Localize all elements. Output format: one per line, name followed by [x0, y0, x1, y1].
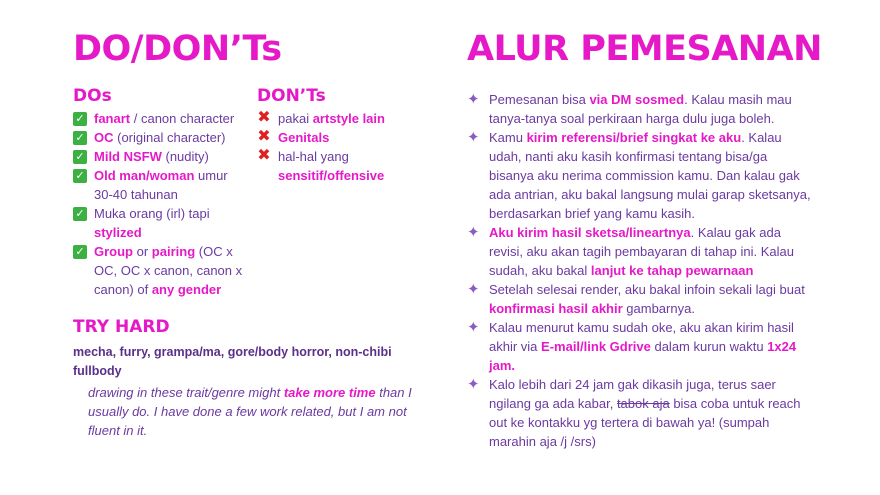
- donts-item: [257, 147, 407, 185]
- body-text: dalam kurun waktu: [650, 339, 768, 354]
- body-text: or: [133, 244, 152, 259]
- dos-item: [73, 242, 245, 299]
- sparkle-icon: ✦: [467, 223, 480, 241]
- emphasis-text: sensitif/offensive: [278, 168, 385, 183]
- emphasis-text: Group: [94, 244, 133, 259]
- emphasis-text: Old man/woman: [94, 168, 195, 183]
- emphasis-text: take more time: [283, 385, 376, 400]
- body-text: Pemesanan bisa: [489, 92, 590, 107]
- body-text: Kalo lebih dari 24 jam gak dikasih juga, terus saer ngilang ga ada kabar,: [489, 377, 776, 411]
- emphasis-text: E-mail/link Gdrive: [541, 339, 651, 354]
- body-text: / canon character: [130, 111, 235, 126]
- body-text: Kamu: [489, 130, 527, 145]
- body-text: pakai: [278, 111, 313, 126]
- sparkle-icon: ✦: [467, 375, 480, 393]
- donts-item: [257, 109, 407, 128]
- emphasis-text: pairing: [151, 244, 196, 259]
- check-icon: ✓: [73, 150, 87, 164]
- dodonts-title: DO/DON’Ts: [73, 29, 282, 69]
- sparkle-icon: ✦: [467, 318, 480, 336]
- dos-heading: DOs: [73, 86, 112, 106]
- body-text: (nudity): [161, 149, 209, 164]
- step-item: [467, 128, 812, 223]
- body-text: Kalau menurut kamu sudah oke, aku akan kirim hasil akhir via: [489, 320, 794, 354]
- dos-item: [73, 166, 245, 204]
- emphasis-text: Mild NSFW: [94, 149, 162, 164]
- sparkle-icon: ✦: [467, 280, 480, 298]
- body-text: bisa coba untuk reach out ke kontakku yg tertera di bawah ya! (sumpah marahin aja /j /srs): [489, 396, 801, 449]
- body-text: umur 30-40 tahunan: [94, 168, 228, 202]
- body-text: . Kalau gak ada revisi, aku akan tagih pembayaran di tahap ini. Kalau sudah, aku bakal: [489, 225, 794, 278]
- emphasis-text: Genitals: [278, 130, 330, 145]
- check-icon: ✓: [73, 112, 87, 126]
- body-text: than I usually do. I have done a few work related, but I am not fluent in it.: [88, 385, 412, 438]
- tryhard-subtitle: mecha, furry, grampa/ma, gore/body horror, non-chibi fullbody: [73, 345, 392, 378]
- dos-list: [73, 109, 245, 299]
- steps-list: [467, 90, 812, 451]
- dos-item: [73, 147, 245, 166]
- donts-list: [257, 109, 407, 185]
- donts-heading: DON’Ts: [257, 86, 326, 106]
- alur-title: ALUR PEMESANAN: [467, 29, 822, 69]
- cross-icon: ✖: [257, 126, 271, 145]
- step-item: [467, 90, 812, 128]
- cross-icon: ✖: [257, 145, 271, 164]
- emphasis-text: kirim referensi/brief singkat ke aku: [526, 130, 742, 145]
- dos-item: [73, 128, 245, 147]
- emphasis-text: stylized: [94, 225, 142, 240]
- body-text: Muka orang (irl) tapi: [94, 206, 210, 221]
- body-text: (original character): [113, 130, 226, 145]
- dos-item: [73, 204, 245, 242]
- check-icon: ✓: [73, 207, 87, 221]
- step-item: [467, 280, 812, 318]
- step-item: [467, 318, 812, 375]
- emphasis-text: via DM sosmed: [589, 92, 685, 107]
- emphasis-text: Aku kirim hasil sketsa/lineartnya: [489, 225, 691, 240]
- check-icon: ✓: [73, 169, 87, 183]
- strikethrough-text: tabok aja: [616, 396, 670, 411]
- step-item: [467, 375, 812, 451]
- dos-item: [73, 109, 245, 128]
- body-text: hal-hal yang: [278, 149, 349, 164]
- body-text: drawing in these trait/genre might: [88, 385, 284, 400]
- sparkle-icon: ✦: [467, 90, 480, 108]
- check-icon: ✓: [73, 131, 87, 145]
- body-text: (OC x OC, OC x canon, canon x canon) of: [94, 244, 243, 297]
- emphasis-text: artstyle lain: [312, 111, 385, 126]
- sparkle-icon: ✦: [467, 128, 480, 146]
- body-text: . Kalau masih mau tanya-tanya soal perkiraan harga dulu juga boleh.: [489, 92, 792, 126]
- step-item: [467, 223, 812, 280]
- emphasis-text: any gender: [151, 282, 222, 297]
- donts-item: [257, 128, 407, 147]
- tryhard-heading: TRY HARD: [73, 317, 170, 337]
- check-icon: ✓: [73, 245, 87, 259]
- emphasis-text: lanjut ke tahap pewarnaan: [590, 263, 754, 278]
- body-text: Setelah selesai render, aku bakal infoin sekali lagi buat: [489, 282, 805, 297]
- body-text: gambarnya.: [622, 301, 695, 316]
- cross-icon: ✖: [257, 107, 271, 126]
- emphasis-text: konfirmasi hasil akhir: [489, 301, 623, 316]
- emphasis-text: 1x24 jam.: [489, 339, 797, 373]
- emphasis-text: OC: [94, 130, 114, 145]
- tryhard-note: [88, 383, 428, 440]
- body-text: . Kalau udah, nanti aku kasih konfirmasi tentang bisa/ga bisanya aku nerima commission kamu. Dan kalau gak ada antrian, aku bakal langsung mulai garap sketsanya, berdasarkan brief yang kamu kasih.: [489, 130, 811, 221]
- emphasis-text: fanart: [94, 111, 131, 126]
